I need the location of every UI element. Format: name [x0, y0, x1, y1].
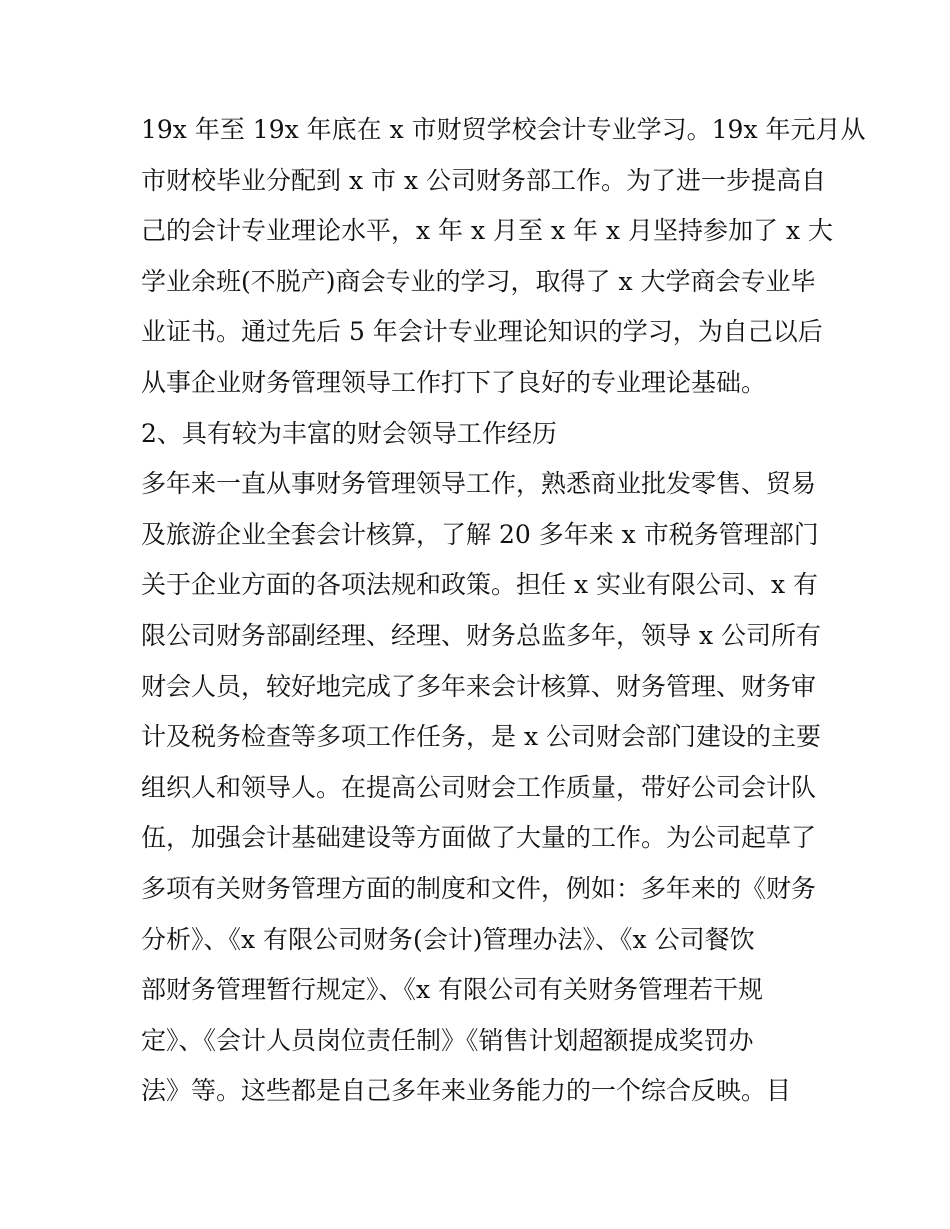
- text-line: 组织人和领导人。在提高公司财会工作质量，带好公司会计队: [141, 772, 817, 802]
- text-line: 伍，加强会计基础建设等方面做了大量的工作。为公司起草了: [141, 823, 817, 853]
- text-line: 限公司财务部副经理、经理、财务总监多年，领导 x 公司所有: [141, 620, 821, 650]
- text-line: 多项有关财务管理方面的制度和文件，例如：多年来的《财务: [141, 873, 817, 903]
- text-line: 分析》、《x 有限公司财务(会计)管理办法》、《x 公司餐饮: [141, 924, 755, 954]
- text-line: 财会人员，较好地完成了多年来会计核算、财务管理、财务审: [141, 671, 817, 701]
- text-line: 及旅游企业全套会计核算，了解 20 多年来 x 市税务管理部门: [141, 519, 819, 549]
- text-line: 部财务管理暂行规定》、《x 有限公司有关财务管理若干规: [141, 975, 764, 1005]
- text-line: 业证书。通过先后 5 年会计专业理论知识的学习，为自己以后: [141, 317, 823, 347]
- text-line: 定》、《会计人员岗位责任制》《销售计划超额提成奖罚办: [141, 1025, 754, 1055]
- text-line: 市财校毕业分配到 x 市 x 公司财务部工作。为了进一步提高自: [141, 165, 826, 195]
- text-line: 19x 年至 19x 年底在 x 市财贸学校会计专业学习。19x 年元月从: [141, 115, 866, 144]
- document-body: [141, 105, 866, 1117]
- text-line: 从事企业财务管理领导工作打下了良好的专业理论基础。: [141, 367, 767, 397]
- text-line: 己的会计专业理论水平，x 年 x 月至 x 年 x 月坚持参加了 x 大: [141, 216, 834, 246]
- text-line: 学业余班(不脱产)商会专业的学习，取得了 x 大学商会专业毕: [141, 266, 816, 296]
- text-line: 关于企业方面的各项法规和政策。担任 x 实业有限公司、x 有: [141, 570, 819, 600]
- text-line: 计及税务检查等多项工作任务，是 x 公司财会部门建设的主要: [141, 722, 821, 752]
- section-heading: 2、具有较为丰富的财会领导工作经历: [141, 418, 557, 448]
- text-line: 多年来一直从事财务管理领导工作，熟悉商业批发零售、贸易: [141, 469, 817, 499]
- text-line: 法》等。这些都是自己多年来业务能力的一个综合反映。目: [141, 1076, 792, 1106]
